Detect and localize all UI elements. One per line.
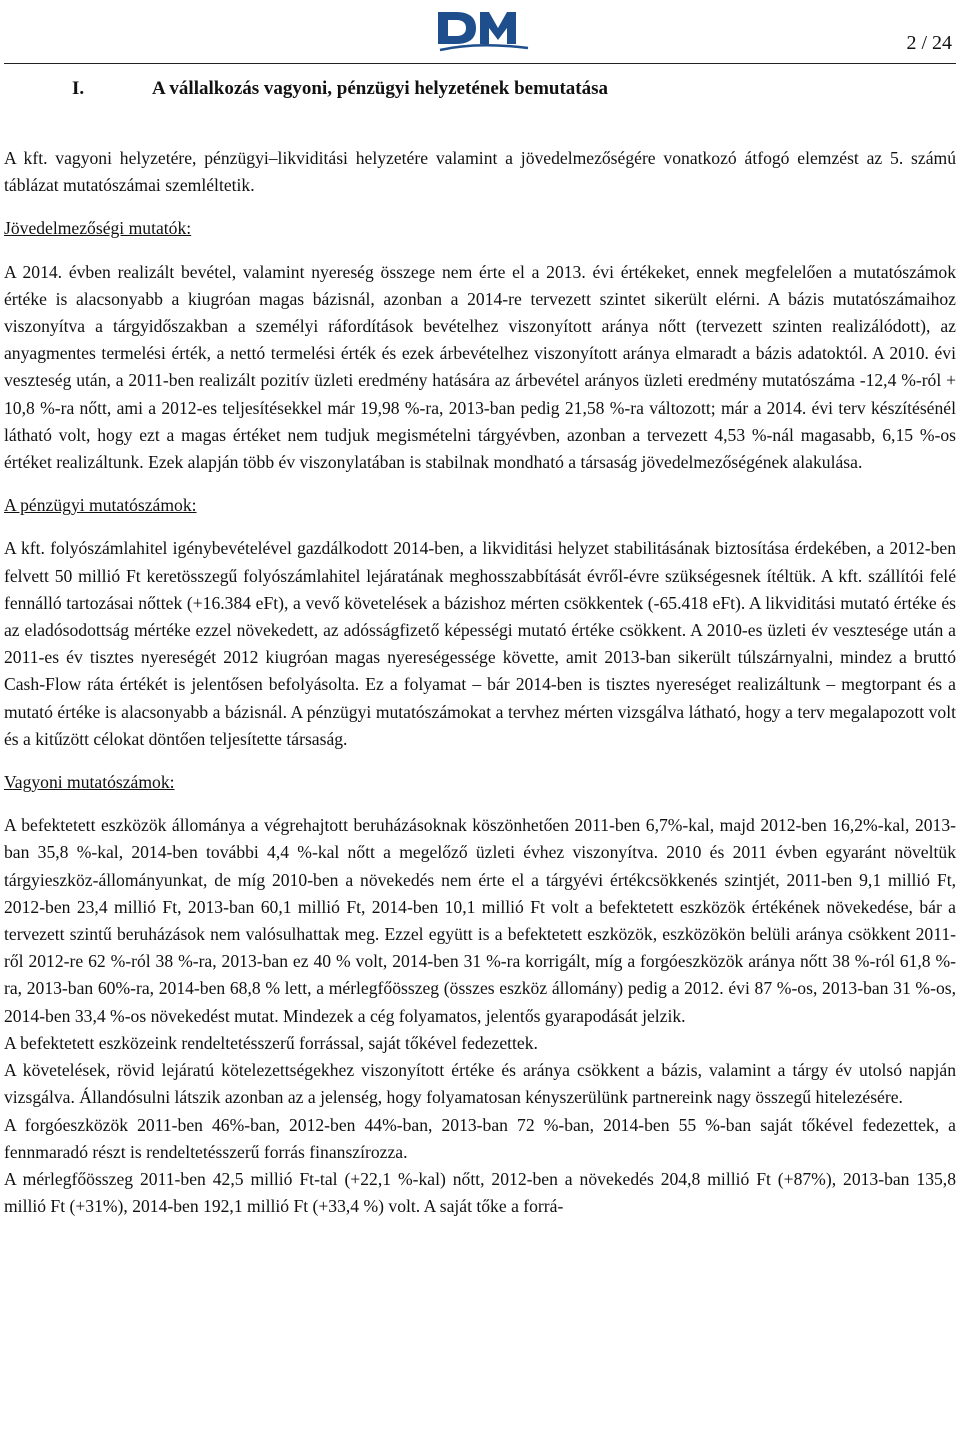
section-heading-assets: Vagyoni mutatószámok: [4,772,175,793]
chapter-number: I. [72,78,85,99]
chapter-heading [72,78,608,100]
document-body [4,145,956,1220]
assets-paragraph-1: A befektetett eszközök állománya a végrehajtott beruházásoknak köszönhetően 2011-ben 6,7%-kal, majd 2012-ben 16,2%-kal, 2013-ban 35,8 %-kal, 2014-ben további 4,4 %-kal nőtt a megelőző üzleti évhez viszonyítva. 2010 és 2011 évben egyaránt növeltük tárgyieszköz-állományunkat, de míg 2010-ben a növekedés nem érte el a tárgyévi értékcsökkenés szintjét, 2011-ben 9,1 millió Ft, 2012-ben 23,4 millió Ft, 2013-ban 60,1 millió Ft, 2014-ben 10,1 millió Ft volt a befektetett eszközök értékének növekedése, bár a tervezett szintű beruházások nem valósulhattak meg. Ezzel együtt is a befektetett eszközök, eszközökön belüli aránya csökkent 2011-ről 2012-re 62 %-ról 38 %-ra, 2013-ban ez 40 % volt, 2014-ben 31 %-ra korrigált, míg a forgóeszközök aránya nőtt 38 %-ról 61,8 %-ra, 2013-ban 60%-ra, 2014-ben 68,8 % lett, a mérlegfőösszeg (összes eszköz állomány) pedig a 2012. évi 87 %-os, 2013-ban 31 %-os, 2014-ben 33,4 %-os növekedést mutat. Mindezek a cég folyamatos, jelentős gyarapodását jelzik. [4,815,956,1026]
assets-paragraph-2: A befektetett eszközeink rendeltetésszerű forrással, saját tőkével fedezettek. [4,1032,538,1053]
assets-paragraph-5: A mérlegfőösszeg 2011-ben 42,5 millió Ft-tal (+22,1 %-kal) nőtt, 2012-ben a növekedés 204,8 millió Ft (+87%), 2013-ban 135,8 millió Ft (+31%), 2014-ben 192,1 millió Ft (+33,4 %) volt. A saját tőke a forrá- [4,1168,956,1217]
assets-paragraph-3: A követelések, rövid lejáratú kötelezettségekhez viszonyított értéke és aránya csökkent a bázis, valamint a tárgy év utolsó napján vizsgálva. Állandósulni látszik azonban az a jelenség, hogy folyamatosan kényszerülünk partnereink nagy összegű hitelezésére. [4,1060,956,1108]
section-heading-profitability: Jövedelmezőségi mutatók: [4,218,192,239]
chapter-title: A vállalkozás vagyoni, pénzügyi helyzetének bemutatása [152,78,609,99]
assets-paragraph-4: A forgóeszközök 2011-ben 46%-ban, 2012-ben 44%-ban, 2013-ban 72 %-ban, 2014-ben 55 %-ban saját tőkével fedezettek, a fennmaradó részt is rendeltetésszerű forrás finanszírozza. [4,1114,956,1162]
company-logo [436,6,532,54]
intro-paragraph: A kft. vagyoni helyzetére, pénzügyi–likviditási helyzetére valamint a jövedelmezőségére vonatkozó átfogó elemzést az 5. számú táblázat mutatószámai szemléltetik. [4,148,956,196]
profitability-paragraph: A 2014. évben realizált bevétel, valamint nyereség összege nem érte el a 2013. évi értékeket, ennek megfelelően a mutatószámok értéke is alacsonyabb a kiugróan magas bázisnál, azonban a 2014-re tervezett szintet sikerült elérni. A bázis mutatószámaihoz viszonyítva a tárgyidőszakban a személyi ráfordítások bevételhez viszonyított aránya nőtt (tervezett szinten realizálódott), az anyagmentes termelési érték, a nettó termelési érték és ezek árbevételhez viszonyított aránya elmaradt a bázis adatoktól. A 2010. évi veszteség után, a 2011-ben realizált pozitív üzleti eredmény hatására az árbevétel arányos üzleti eredmény mutatószáma -12,4 %-ról + 10,8 %-ra nőtt, ami a 2012-es teljesítésekkel már 19,98 %-ra, 2013-ban pedig 21,58 %-ra változott; már a 2014. évi terv készítésénél látható volt, hogy ezt a magas értéket nem tudjuk megismételni tárgyévben, azonban a tervezett 4,53 %-nál magasabb, 6,15 %-os értéket realizáltunk. Ezek alapján több év viszonylatában is stabilnak mondható a társaság jövedelmezőségének alakulása. [4,261,956,473]
section-heading-financial: A pénzügyi mutatószámok: [4,495,197,516]
page-number: 2 / 24 [906,32,952,54]
financial-paragraph: A kft. folyószámlahitel igénybevételével gazdálkodott 2014-ben, a likviditási helyzet stabilitásának biztosítása érdekében, a 2012-ben felvett 50 millió Ft keretösszegű folyószámlahitel lejáratának meghosszabbítását évről-évre szükségesnek ítéltük. A kft. szállítói felé fennálló tartozásai nőttek (+16.384 eFt), a vevő követelések a bázishoz mérten csökkentek (-65.418 eFt). A likviditási mutató értéke és az eladósodottság mértéke ezzel növekedett, az adósságfizető képességi mutató értéke csökkent. A 2010-es üzleti év vesztesége után a 2011-es év tisztes nyereségét 2012 kiugróan magas nyereségessége követte, amit 2013-ban sikerült túlszárnyalni, mindez a bruttó Cash-Flow ráta értékét is jelentősen befolyásolta. Ez a folyamat – bár 2014-ben is tisztes nyereséget realizáltunk – megtorpant és a mutató értéke is alacsonyabb a bázisnál. A pénzügyi mutatószámokat a tervhez mérten vizsgálva látható, hogy a terv megalapozott volt és a kitűzött célokat döntően teljesítette társaság. [4,538,956,749]
header-divider [4,63,956,64]
